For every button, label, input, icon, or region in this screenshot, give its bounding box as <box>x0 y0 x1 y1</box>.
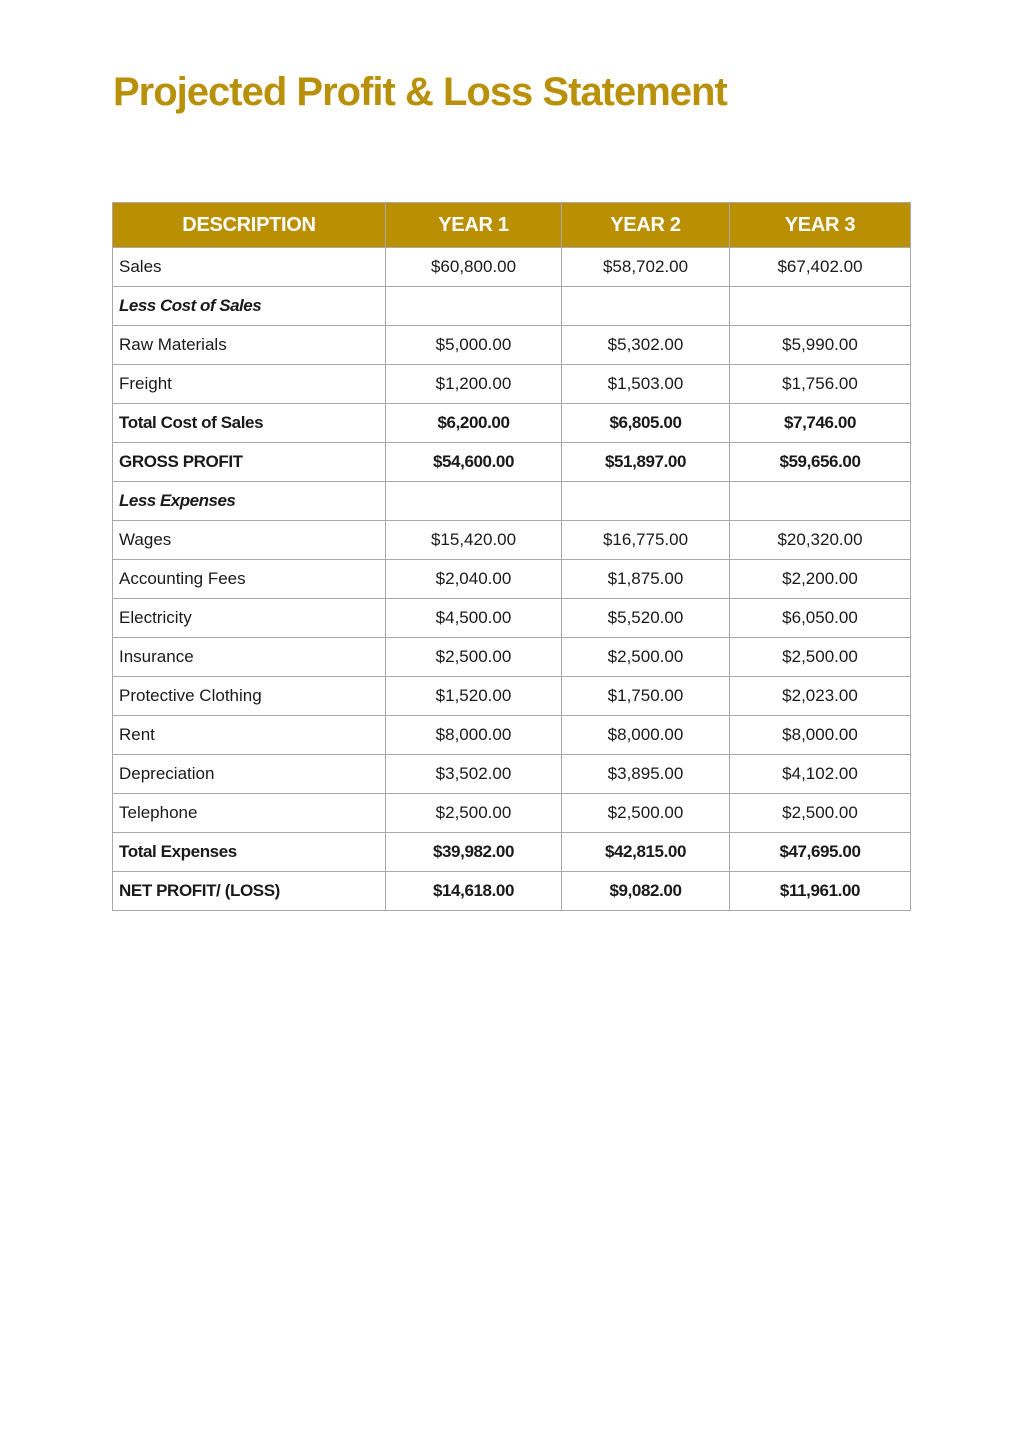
table-header <box>113 203 911 248</box>
cell-year-3: $2,023.00 <box>730 677 911 716</box>
cell-description: Rent <box>113 716 386 755</box>
cell-year-1: $4,500.00 <box>386 599 562 638</box>
profit-loss-table <box>112 202 911 911</box>
header-year-3: YEAR 3 <box>730 203 911 248</box>
cell-year-2: $1,503.00 <box>562 365 730 404</box>
cell-year-2: $5,302.00 <box>562 326 730 365</box>
cell-year-2: $51,897.00 <box>562 443 730 482</box>
cell-year-2: $2,500.00 <box>562 794 730 833</box>
table-row <box>113 248 911 287</box>
table-row <box>113 599 911 638</box>
header-year-2: YEAR 2 <box>562 203 730 248</box>
cell-year-3: $6,050.00 <box>730 599 911 638</box>
header-year-1: YEAR 1 <box>386 203 562 248</box>
cell-year-3: $1,756.00 <box>730 365 911 404</box>
cell-year-1: $15,420.00 <box>386 521 562 560</box>
cell-year-3: $2,500.00 <box>730 794 911 833</box>
cell-description: Less Cost of Sales <box>113 287 386 326</box>
table-row <box>113 794 911 833</box>
cell-year-2: $16,775.00 <box>562 521 730 560</box>
cell-year-3: $4,102.00 <box>730 755 911 794</box>
cell-description: Sales <box>113 248 386 287</box>
cell-year-3: $2,200.00 <box>730 560 911 599</box>
cell-year-1: $6,200.00 <box>386 404 562 443</box>
cell-year-1: $5,000.00 <box>386 326 562 365</box>
cell-year-1: $2,500.00 <box>386 794 562 833</box>
table-row <box>113 833 911 872</box>
cell-description: Insurance <box>113 638 386 677</box>
cell-year-2: $5,520.00 <box>562 599 730 638</box>
cell-description: NET PROFIT/ (LOSS) <box>113 872 386 911</box>
table-row <box>113 677 911 716</box>
cell-year-3: $2,500.00 <box>730 638 911 677</box>
cell-year-1: $14,618.00 <box>386 872 562 911</box>
cell-year-1: $1,200.00 <box>386 365 562 404</box>
cell-year-3: $5,990.00 <box>730 326 911 365</box>
table-row <box>113 716 911 755</box>
cell-description: Protective Clothing <box>113 677 386 716</box>
cell-year-2: $42,815.00 <box>562 833 730 872</box>
cell-description: Telephone <box>113 794 386 833</box>
cell-description: Less Expenses <box>113 482 386 521</box>
cell-year-1: $8,000.00 <box>386 716 562 755</box>
table-row <box>113 404 911 443</box>
cell-year-2: $1,875.00 <box>562 560 730 599</box>
table-row <box>113 872 911 911</box>
cell-year-1: $1,520.00 <box>386 677 562 716</box>
cell-description: Electricity <box>113 599 386 638</box>
table-row <box>113 443 911 482</box>
cell-description: Total Cost of Sales <box>113 404 386 443</box>
cell-year-1 <box>386 482 562 521</box>
cell-description: Freight <box>113 365 386 404</box>
cell-year-3: $67,402.00 <box>730 248 911 287</box>
table-row <box>113 482 911 521</box>
page-title: Projected Profit & Loss Statement <box>113 70 727 114</box>
cell-year-3: $8,000.00 <box>730 716 911 755</box>
table-row <box>113 755 911 794</box>
cell-year-2: $3,895.00 <box>562 755 730 794</box>
cell-year-2: $6,805.00 <box>562 404 730 443</box>
cell-description: Depreciation <box>113 755 386 794</box>
cell-description: Raw Materials <box>113 326 386 365</box>
cell-year-3: $59,656.00 <box>730 443 911 482</box>
table-row <box>113 638 911 677</box>
cell-year-3: $47,695.00 <box>730 833 911 872</box>
cell-year-3 <box>730 287 911 326</box>
cell-year-1 <box>386 287 562 326</box>
cell-year-2 <box>562 287 730 326</box>
cell-year-3 <box>730 482 911 521</box>
cell-year-3: $11,961.00 <box>730 872 911 911</box>
header-description: DESCRIPTION <box>113 203 386 248</box>
cell-year-2: $58,702.00 <box>562 248 730 287</box>
cell-year-1: $54,600.00 <box>386 443 562 482</box>
table-body <box>113 248 911 911</box>
cell-description: Wages <box>113 521 386 560</box>
cell-year-3: $7,746.00 <box>730 404 911 443</box>
cell-year-2: $2,500.00 <box>562 638 730 677</box>
cell-year-1: $39,982.00 <box>386 833 562 872</box>
cell-year-2: $9,082.00 <box>562 872 730 911</box>
cell-year-1: $2,500.00 <box>386 638 562 677</box>
cell-description: Accounting Fees <box>113 560 386 599</box>
cell-description: GROSS PROFIT <box>113 443 386 482</box>
cell-year-3: $20,320.00 <box>730 521 911 560</box>
cell-year-2 <box>562 482 730 521</box>
table-row <box>113 521 911 560</box>
table-row <box>113 365 911 404</box>
cell-year-1: $3,502.00 <box>386 755 562 794</box>
cell-year-1: $60,800.00 <box>386 248 562 287</box>
table-row <box>113 287 911 326</box>
cell-year-2: $8,000.00 <box>562 716 730 755</box>
cell-description: Total Expenses <box>113 833 386 872</box>
table-row <box>113 560 911 599</box>
table-row <box>113 326 911 365</box>
cell-year-2: $1,750.00 <box>562 677 730 716</box>
header-row <box>113 203 911 248</box>
cell-year-1: $2,040.00 <box>386 560 562 599</box>
